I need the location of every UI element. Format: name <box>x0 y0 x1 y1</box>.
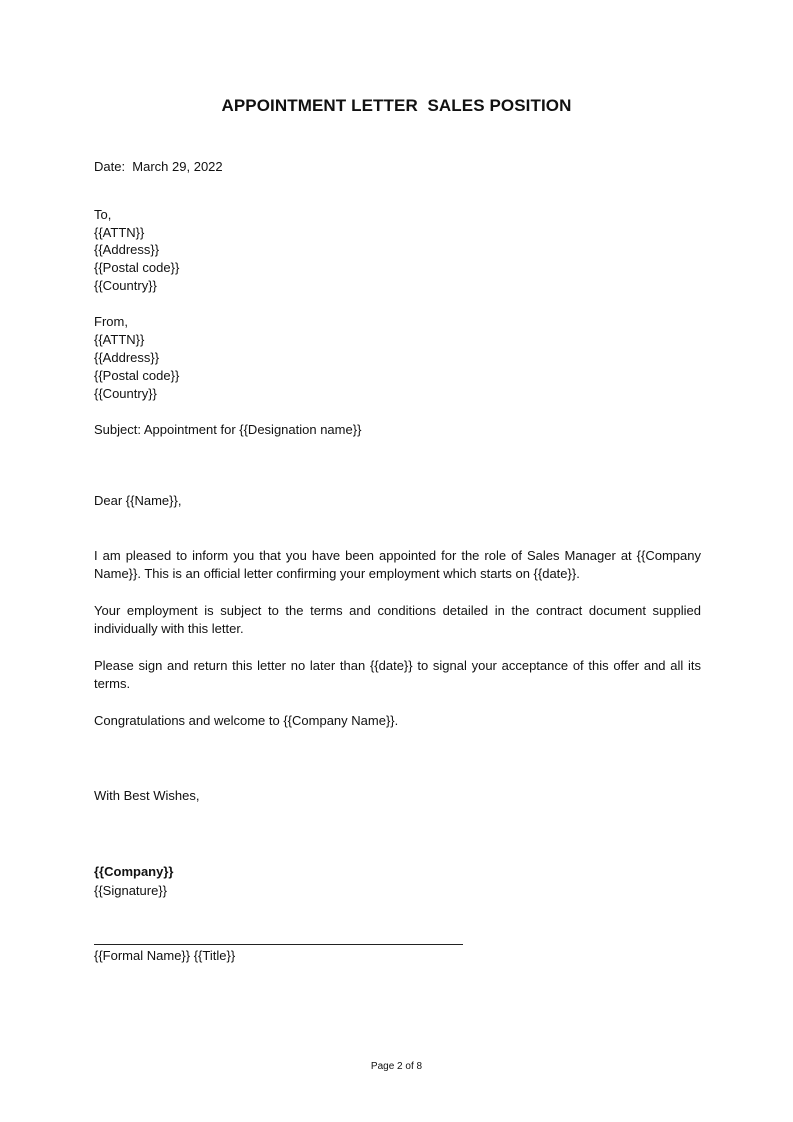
to-label: To, <box>94 207 112 222</box>
from-country: {{Country}} <box>94 386 157 401</box>
salutation: Dear {{Name}}, <box>94 493 182 508</box>
from-address: {{Address}} <box>94 350 160 365</box>
document-title: APPOINTMENT LETTER SALES POSITION <box>221 96 572 115</box>
body-paragraph: Please sign and return this letter no later than {{date}} to signal your acceptance of this offer and all its terms. <box>94 658 701 691</box>
body-paragraph: Your employment is subject to the terms and conditions detailed in the contract document supplied individually with this letter. <box>94 603 701 636</box>
from-postal-code: {{Postal code}} <box>94 368 180 383</box>
from-attn: {{ATTN}} <box>94 332 145 347</box>
to-attn: {{ATTN}} <box>94 225 145 240</box>
page-number: Page 2 of 8 <box>370 1061 423 1072</box>
from-label: From, <box>94 314 128 329</box>
company-name: {{Company}} <box>94 864 174 879</box>
to-address: {{Address}} <box>94 242 160 257</box>
closing-line: With Best Wishes, <box>94 788 200 803</box>
body-paragraph: I am pleased to inform you that you have been appointed for the role of Sales Manager at {{Company Name}}. This is an official letter confirming your employment which starts on {{date}}. <box>94 548 701 581</box>
date-line: Date: March 29, 2022 <box>94 159 223 174</box>
subject-line: Subject: Appointment for {{Designation name}} <box>94 422 362 437</box>
body-paragraph: Congratulations and welcome to {{Company Name}}. <box>94 713 399 728</box>
to-postal-code: {{Postal code}} <box>94 260 180 275</box>
to-country: {{Country}} <box>94 278 157 293</box>
signature-rule <box>94 944 463 945</box>
formal-name-title: {{Formal Name}} {{Title}} <box>94 948 236 963</box>
signature-placeholder: {{Signature}} <box>94 883 168 898</box>
